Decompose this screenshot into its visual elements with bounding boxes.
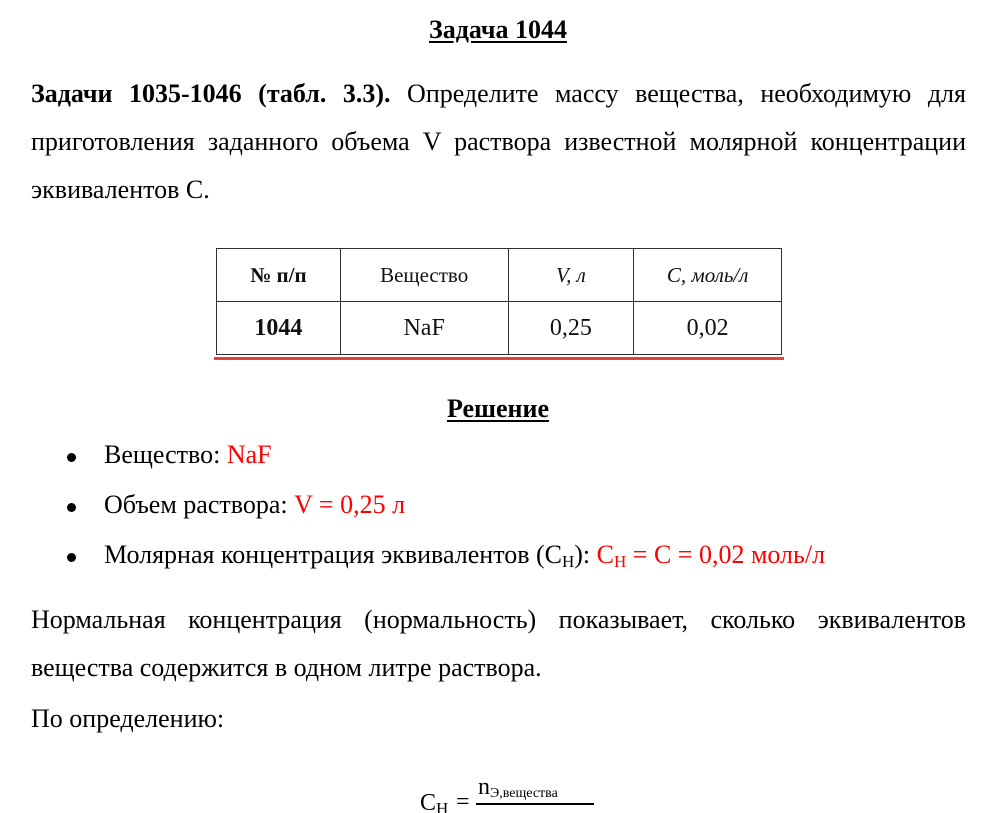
- normality-formula: [420, 772, 600, 813]
- subscript: Н: [614, 552, 627, 571]
- bullet-icon: [67, 503, 76, 512]
- solution-heading: Решение: [446, 394, 550, 423]
- formula-symbol: n: [478, 774, 490, 800]
- list-item-text: [104, 440, 272, 470]
- problem-text: Определите массу вещества, необходимую для приготовления заданного объема V раствора известной молярной концентрации эквивалентов С.: [31, 79, 966, 204]
- table-cell: 1044: [217, 302, 341, 355]
- list-item-label: Молярная концентрация эквивалентов (С: [104, 540, 562, 569]
- table-header-cell: [634, 249, 782, 302]
- problem-statement: [31, 70, 966, 214]
- table-cell: 0,25: [508, 302, 634, 355]
- value-expression: = С = 0,02 моль/л: [626, 540, 826, 569]
- formula-symbol: С: [420, 790, 437, 813]
- list-item-text: [104, 540, 825, 570]
- bullet-icon: [67, 453, 76, 462]
- explanation-paragraph: Нормальная концентрация (нормальность) показывает, сколько эквивалентов вещества содержится в одном литре раствора.: [31, 605, 966, 682]
- table-header-text: V, л: [556, 262, 586, 287]
- problem-reference: Задачи 1035-1046 (табл. 3.3).: [31, 79, 391, 108]
- list-item-label: Объем раствора:: [104, 490, 295, 519]
- page-title: Задача 1044: [429, 15, 567, 44]
- formula-equals: =: [456, 789, 470, 813]
- data-table: [216, 248, 782, 355]
- subscript: Н: [436, 799, 449, 813]
- formula-lhs: [420, 790, 448, 813]
- table-header-cell: № п/п: [217, 249, 341, 302]
- formula-numerator: [478, 774, 558, 802]
- bullet-icon: [67, 553, 76, 562]
- fraction-bar: [476, 803, 594, 805]
- list-item-label: ):: [574, 540, 597, 569]
- table-header-row: [217, 249, 782, 302]
- data-table-container: [216, 248, 782, 355]
- table-header-cell: Вещество: [340, 249, 508, 302]
- table-bottom-rule: [214, 357, 784, 360]
- list-item-value: NaF: [226, 440, 272, 469]
- list-item-value: [597, 540, 825, 569]
- definition-lead: По определению:: [31, 704, 225, 733]
- subscript: Э,вещества: [490, 786, 558, 801]
- list-item-value: V = 0,25 л: [294, 490, 406, 519]
- table-header-cell: [508, 249, 634, 302]
- table-cell: NaF: [340, 302, 508, 355]
- table-row: [217, 302, 782, 355]
- table-header-text: С, моль/л: [666, 262, 749, 287]
- value-symbol: С: [596, 540, 614, 569]
- subscript: Н: [561, 552, 575, 571]
- list-item-text: [104, 490, 405, 520]
- table-cell: 0,02: [634, 302, 782, 355]
- list-item-label: Вещество:: [104, 440, 227, 469]
